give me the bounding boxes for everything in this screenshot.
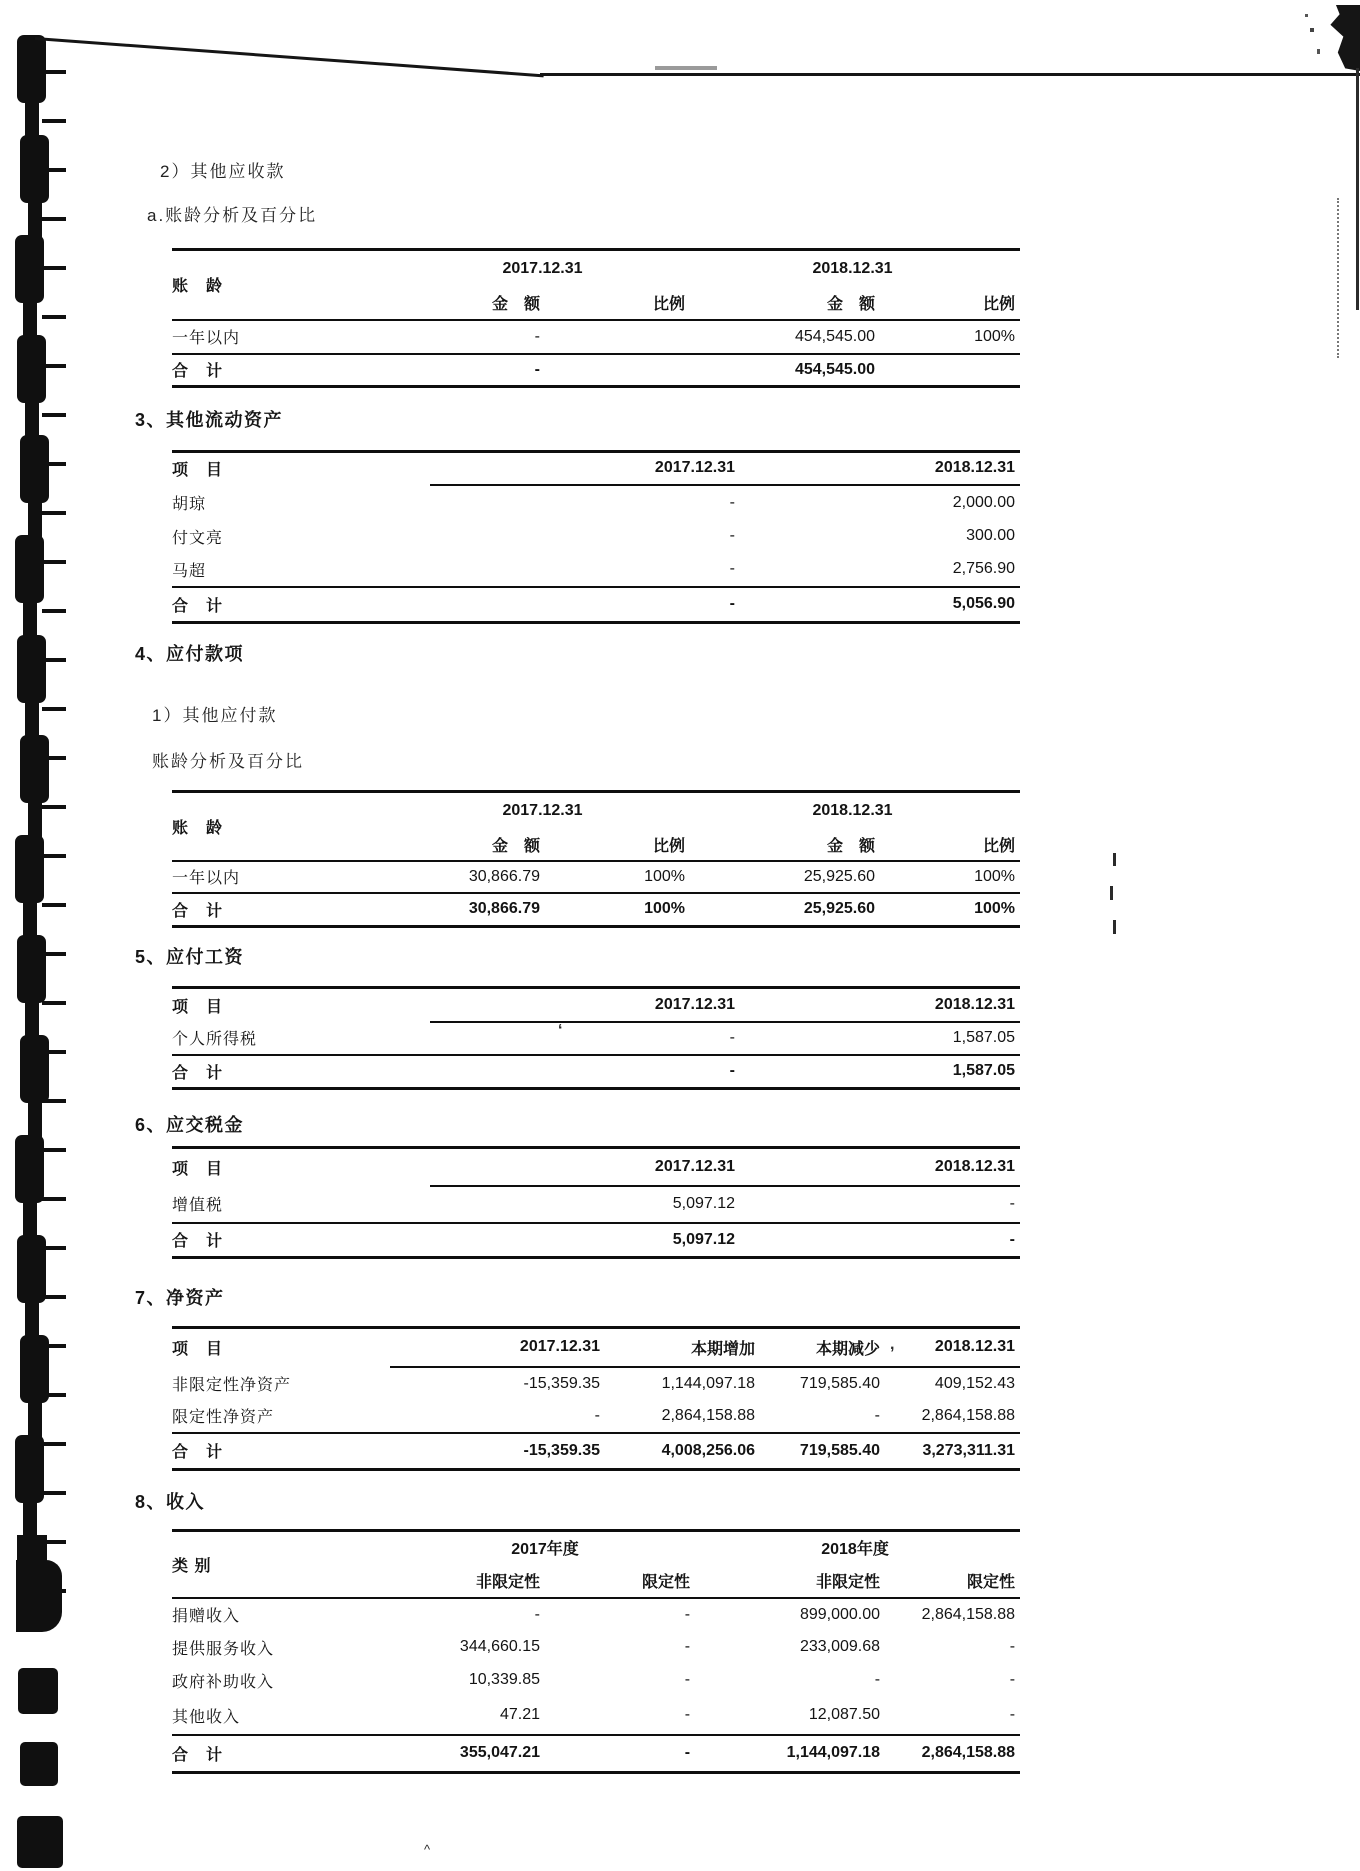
column-header: 2018年度 <box>821 1541 889 1559</box>
table-cell: 25,925.60 <box>803 867 876 885</box>
table-wages-payable <box>172 986 1020 1090</box>
table-cell: 2,000.00 <box>952 493 1015 511</box>
scan-binding-blob <box>28 497 42 539</box>
table-cell: 2,864,158.88 <box>921 1406 1015 1424</box>
table-cell: 899,000.00 <box>799 1605 881 1623</box>
table-row-total <box>172 1223 1020 1258</box>
column-header: 2017.12.31 <box>502 801 583 819</box>
row-label: 捐赠收入 <box>172 1608 241 1625</box>
table-cell: 100% <box>545 893 690 927</box>
scan-binding-blob <box>25 997 39 1039</box>
table-cell: - <box>1009 1706 1016 1723</box>
scan-binding-blob <box>42 805 66 809</box>
table-cell: - <box>1009 1195 1015 1212</box>
table-cell: 100% <box>644 867 686 885</box>
table-other-payables-aging <box>172 790 1020 928</box>
scan-binding-blob <box>25 97 39 139</box>
table-cell: -15,359.35 <box>390 1433 605 1470</box>
scan-binding-blob <box>17 35 46 103</box>
scan-binding-blob <box>42 1099 66 1103</box>
table-row <box>172 1022 1020 1055</box>
row-label: 非限定性净资产 <box>172 1376 292 1394</box>
scan-tick-mark <box>1113 853 1116 866</box>
table-other-current-assets <box>172 450 1020 624</box>
table-row <box>172 520 1020 553</box>
table-row <box>172 861 1020 893</box>
scan-binding-blob <box>15 1435 44 1503</box>
column-header: 本期增加 <box>605 1328 760 1367</box>
column-header: 限定性 <box>885 1564 1020 1598</box>
scan-binding-blob <box>20 735 49 803</box>
column-header: 2017.12.31 <box>430 452 740 485</box>
table-cell: - <box>534 1605 540 1623</box>
scan-binding-blob <box>42 217 66 221</box>
table-cell: 30,866.79 <box>400 893 545 927</box>
table-cell <box>545 320 690 354</box>
scan-binding-blob <box>42 952 66 956</box>
table-cell: 100% <box>880 893 1020 927</box>
table-row-total <box>172 354 1020 387</box>
scan-tick-mark <box>1110 886 1113 900</box>
table-cell: 1,587.05 <box>952 1029 1015 1046</box>
scan-binding-blob <box>42 1246 66 1250</box>
scan-binding-blob <box>42 1589 66 1593</box>
scan-binding-blob <box>25 397 39 439</box>
column-header: 项 目 <box>172 1160 224 1178</box>
scan-binding-blob <box>25 697 39 739</box>
scan-smear <box>655 66 717 70</box>
scan-binding-blob <box>42 560 66 564</box>
section-title-net-assets: 7、净资产 <box>135 1288 225 1308</box>
column-header: 限定性 <box>545 1564 695 1598</box>
section-title-wages-payable: 5、应付工资 <box>135 947 245 967</box>
row-label: 一年以内 <box>172 330 241 347</box>
scan-binding-blob <box>17 1816 63 1868</box>
table-row-total <box>172 587 1020 623</box>
row-label: 合 计 <box>172 354 400 387</box>
scan-binding-blob <box>42 658 66 662</box>
scan-binding-blob <box>42 854 66 858</box>
column-header: 金 额 <box>400 287 545 320</box>
scan-binding-blob <box>15 235 44 303</box>
table-cell: 454,545.00 <box>794 327 876 345</box>
table-cell: 2,864,158.88 <box>921 1605 1016 1623</box>
scan-binding-blob <box>17 635 46 703</box>
table-cell: 719,585.40 <box>760 1433 885 1470</box>
table-cell <box>545 354 690 387</box>
table-cell: 25,925.60 <box>690 893 880 927</box>
scan-binding-blob <box>42 1442 66 1446</box>
scan-binding-blob <box>28 1097 42 1139</box>
column-header: 非限定性 <box>400 1564 545 1598</box>
row-label: 付文亮 <box>172 529 224 547</box>
scan-binding-blob <box>15 1135 44 1203</box>
section-title-income: 8、收入 <box>135 1492 206 1512</box>
table-row <box>172 1664 1020 1697</box>
column-header: 金 额 <box>400 829 545 861</box>
table-cell: 1,587.05 <box>740 1055 1020 1089</box>
stray-quote-mark: ‘ <box>558 1022 563 1039</box>
table-income <box>172 1529 1020 1774</box>
row-label: 增值税 <box>172 1197 224 1214</box>
scan-binding-blob <box>15 835 44 903</box>
scan-binding-blob <box>25 1297 39 1339</box>
table-cell: 2,864,158.88 <box>885 1735 1020 1773</box>
stray-caret-mark: ^ <box>424 1842 431 1857</box>
section-title-other-current-assets: 3、其他流动资产 <box>135 410 284 430</box>
row-label: 合 计 <box>172 1223 430 1258</box>
table-cell: 2,864,158.88 <box>661 1406 755 1424</box>
table-cell: 4,008,256.06 <box>605 1433 760 1470</box>
column-header: 本期减少 <box>760 1328 885 1367</box>
column-header: 账 龄 <box>172 792 400 861</box>
column-header: 比例 <box>880 829 1020 861</box>
row-label: 一年以内 <box>172 870 241 887</box>
scan-binding-blob <box>42 119 66 123</box>
table-cell: 100% <box>974 327 1016 345</box>
binding-marks <box>0 0 90 1871</box>
subsection-other-payables: 1）其他应付款 <box>152 706 278 725</box>
table-cell: - <box>729 560 735 577</box>
column-header: 2018.12.31 <box>740 988 1020 1022</box>
table-cell: 454,545.00 <box>690 354 880 387</box>
table-row <box>172 320 1020 354</box>
table-cell: 3,273,311.31 <box>885 1433 1020 1470</box>
table-cell: - <box>684 1706 691 1723</box>
scan-binding-blob <box>23 1497 37 1539</box>
scan-binding-blob <box>17 335 46 403</box>
table-cell: - <box>430 587 740 623</box>
table-taxes-payable <box>172 1146 1020 1259</box>
column-header: 2018.12.31 <box>740 452 1020 485</box>
scan-binding-blob <box>20 1742 58 1786</box>
table-row <box>172 553 1020 587</box>
table-cell: - <box>684 1605 691 1623</box>
scan-binding-blob <box>42 903 66 907</box>
row-label: 个人所得税 <box>172 1031 258 1048</box>
scan-binding-blob <box>42 1344 66 1348</box>
scan-binding-blob <box>42 315 66 319</box>
scan-binding-blob <box>42 364 66 368</box>
column-header: 2018.12.31 <box>885 1328 1020 1367</box>
column-header: 2017.12.31 <box>430 1148 740 1186</box>
note-aging-analysis-label: a.账龄分析及百分比 <box>147 206 318 225</box>
table-cell: 2,756.90 <box>952 560 1015 577</box>
table-cell: - <box>729 1029 735 1046</box>
row-label: 马超 <box>172 562 207 580</box>
table-row-total <box>172 1735 1020 1773</box>
column-header: 比例 <box>545 287 690 320</box>
table-cell: 100% <box>974 867 1016 885</box>
table-cell: 233,009.68 <box>799 1638 881 1655</box>
table-cell: 5,097.12 <box>430 1223 740 1258</box>
column-header: 比例 <box>880 287 1020 320</box>
table-cell: - <box>1009 1671 1016 1688</box>
table-cell: - <box>729 527 735 544</box>
subsection-aging-analysis: 账龄分析及百分比 <box>152 752 304 771</box>
row-label: 合 计 <box>172 893 400 927</box>
scan-speckle <box>1305 14 1308 17</box>
scan-binding-blob <box>42 168 66 172</box>
column-header: 2018.12.31 <box>812 259 893 277</box>
table-cell: 5,097.12 <box>672 1195 735 1212</box>
scan-binding-blob <box>28 797 42 839</box>
scan-binding-blob <box>42 1540 66 1544</box>
scan-binding-blob <box>23 897 37 939</box>
scan-speckle <box>1317 49 1320 54</box>
table-cell: - <box>594 1406 600 1424</box>
scan-binding-blob <box>42 609 66 613</box>
table-cell: - <box>874 1671 881 1688</box>
column-header: 2017.12.31 <box>502 259 583 277</box>
scan-binding-blob <box>42 756 66 760</box>
table-cell: 344,660.15 <box>459 1638 540 1655</box>
column-header: 2018.12.31 <box>740 1148 1020 1186</box>
column-header: 金 额 <box>690 829 880 861</box>
table-cell: 300.00 <box>966 527 1015 544</box>
table-row <box>172 1186 1020 1223</box>
column-header: 2017.12.31 <box>430 988 740 1022</box>
row-label: 合 计 <box>172 1433 390 1470</box>
table-cell <box>880 354 1020 387</box>
table-cell: -15,359.35 <box>523 1374 600 1392</box>
scan-binding-blob <box>23 297 37 339</box>
column-header: 2018.12.31 <box>812 801 893 819</box>
table-cell: - <box>874 1406 880 1424</box>
scan-corner-blob <box>1323 5 1360 71</box>
column-header: 比例 <box>545 829 690 861</box>
scan-tick-mark <box>1113 920 1116 934</box>
scan-binding-blob <box>42 1491 66 1495</box>
scan-binding-blob <box>28 197 42 239</box>
scan-binding-blob <box>23 597 37 639</box>
row-label: 合 计 <box>172 587 430 623</box>
scan-binding-blob <box>42 413 66 417</box>
scan-binding-blob <box>42 1197 66 1201</box>
note-other-receivables-title: 2）其他应收款 <box>160 162 286 181</box>
section-title-taxes-payable: 6、应交税金 <box>135 1115 245 1135</box>
table-cell: 10,339.85 <box>468 1671 540 1688</box>
scan-binding-blob <box>42 266 66 270</box>
scan-line-top <box>540 73 1360 76</box>
scan-dotted-streak <box>1337 198 1339 358</box>
table-cell: 47.21 <box>499 1706 540 1723</box>
column-header: 项 目 <box>172 998 224 1016</box>
column-header: 2017.12.31 <box>390 1328 605 1367</box>
table-row-total <box>172 1433 1020 1470</box>
table-row <box>172 1598 1020 1631</box>
scan-binding-blob <box>18 1668 58 1714</box>
column-header: 类 别 <box>172 1531 400 1598</box>
row-label: 胡琼 <box>172 495 207 513</box>
table-cell: - <box>1009 1638 1016 1655</box>
table-cell: 30,866.79 <box>468 867 540 885</box>
scan-line-top-left <box>35 37 544 77</box>
scan-binding-blob <box>17 935 46 1003</box>
scan-binding-blob <box>42 462 66 466</box>
table-row <box>172 1697 1020 1735</box>
column-header: 项 目 <box>172 462 224 480</box>
scan-binding-blob <box>42 511 66 515</box>
row-label: 合 计 <box>172 1735 400 1773</box>
row-label: 其他收入 <box>172 1708 241 1726</box>
scan-binding-blob <box>23 1197 37 1239</box>
scan-binding-blob <box>42 707 66 711</box>
table-row <box>172 1631 1020 1664</box>
table-cell: 719,585.40 <box>799 1374 880 1392</box>
scan-binding-blob <box>28 1397 42 1439</box>
table-cell: - <box>545 1735 695 1773</box>
row-label: 提供服务收入 <box>172 1640 275 1658</box>
section-title-payables: 4、应付款项 <box>135 644 245 664</box>
table-other-receivables-aging <box>172 248 1020 388</box>
scan-binding-blob <box>20 1035 49 1103</box>
table-cell: - <box>684 1638 691 1655</box>
scan-binding-blob <box>42 1001 66 1005</box>
column-header: 金 额 <box>690 287 880 320</box>
table-row <box>172 1367 1020 1400</box>
table-cell: - <box>400 354 545 387</box>
scan-speckle <box>1310 28 1314 32</box>
stray-comma-mark: , <box>890 1336 895 1353</box>
scan-edge-line <box>1356 68 1359 310</box>
table-cell: 409,152.43 <box>934 1374 1015 1392</box>
table-cell: 12,087.50 <box>808 1706 881 1723</box>
table-cell: - <box>430 1055 740 1089</box>
table-row <box>172 485 1020 520</box>
scan-binding-blob <box>42 1050 66 1054</box>
row-label: 政府补助收入 <box>172 1673 275 1691</box>
scan-binding-blob <box>20 435 49 503</box>
table-cell: - <box>684 1671 691 1688</box>
table-cell: - <box>534 327 540 345</box>
column-header: 账 龄 <box>172 250 400 320</box>
column-header: 2017年度 <box>511 1541 579 1559</box>
scan-binding-blob <box>16 1560 62 1632</box>
table-cell: - <box>740 1223 1020 1258</box>
table-cell: 355,047.21 <box>400 1735 545 1773</box>
row-label: 合 计 <box>172 1055 430 1089</box>
table-row-total <box>172 893 1020 927</box>
scan-binding-blob <box>15 535 44 603</box>
row-label: 限定性净资产 <box>172 1409 275 1426</box>
table-row <box>172 1400 1020 1433</box>
table-cell: 1,144,097.18 <box>661 1374 755 1392</box>
scan-binding-blob <box>42 1295 66 1299</box>
column-header: 非限定性 <box>695 1564 885 1598</box>
column-header: 项 目 <box>172 1341 224 1359</box>
table-cell: 5,056.90 <box>740 587 1020 623</box>
scan-binding-blob <box>42 70 66 74</box>
scan-binding-blob <box>42 1148 66 1152</box>
scan-binding-blob <box>42 1393 66 1397</box>
table-cell: - <box>729 493 735 511</box>
table-cell: 1,144,097.18 <box>695 1735 885 1773</box>
table-row-total <box>172 1055 1020 1089</box>
